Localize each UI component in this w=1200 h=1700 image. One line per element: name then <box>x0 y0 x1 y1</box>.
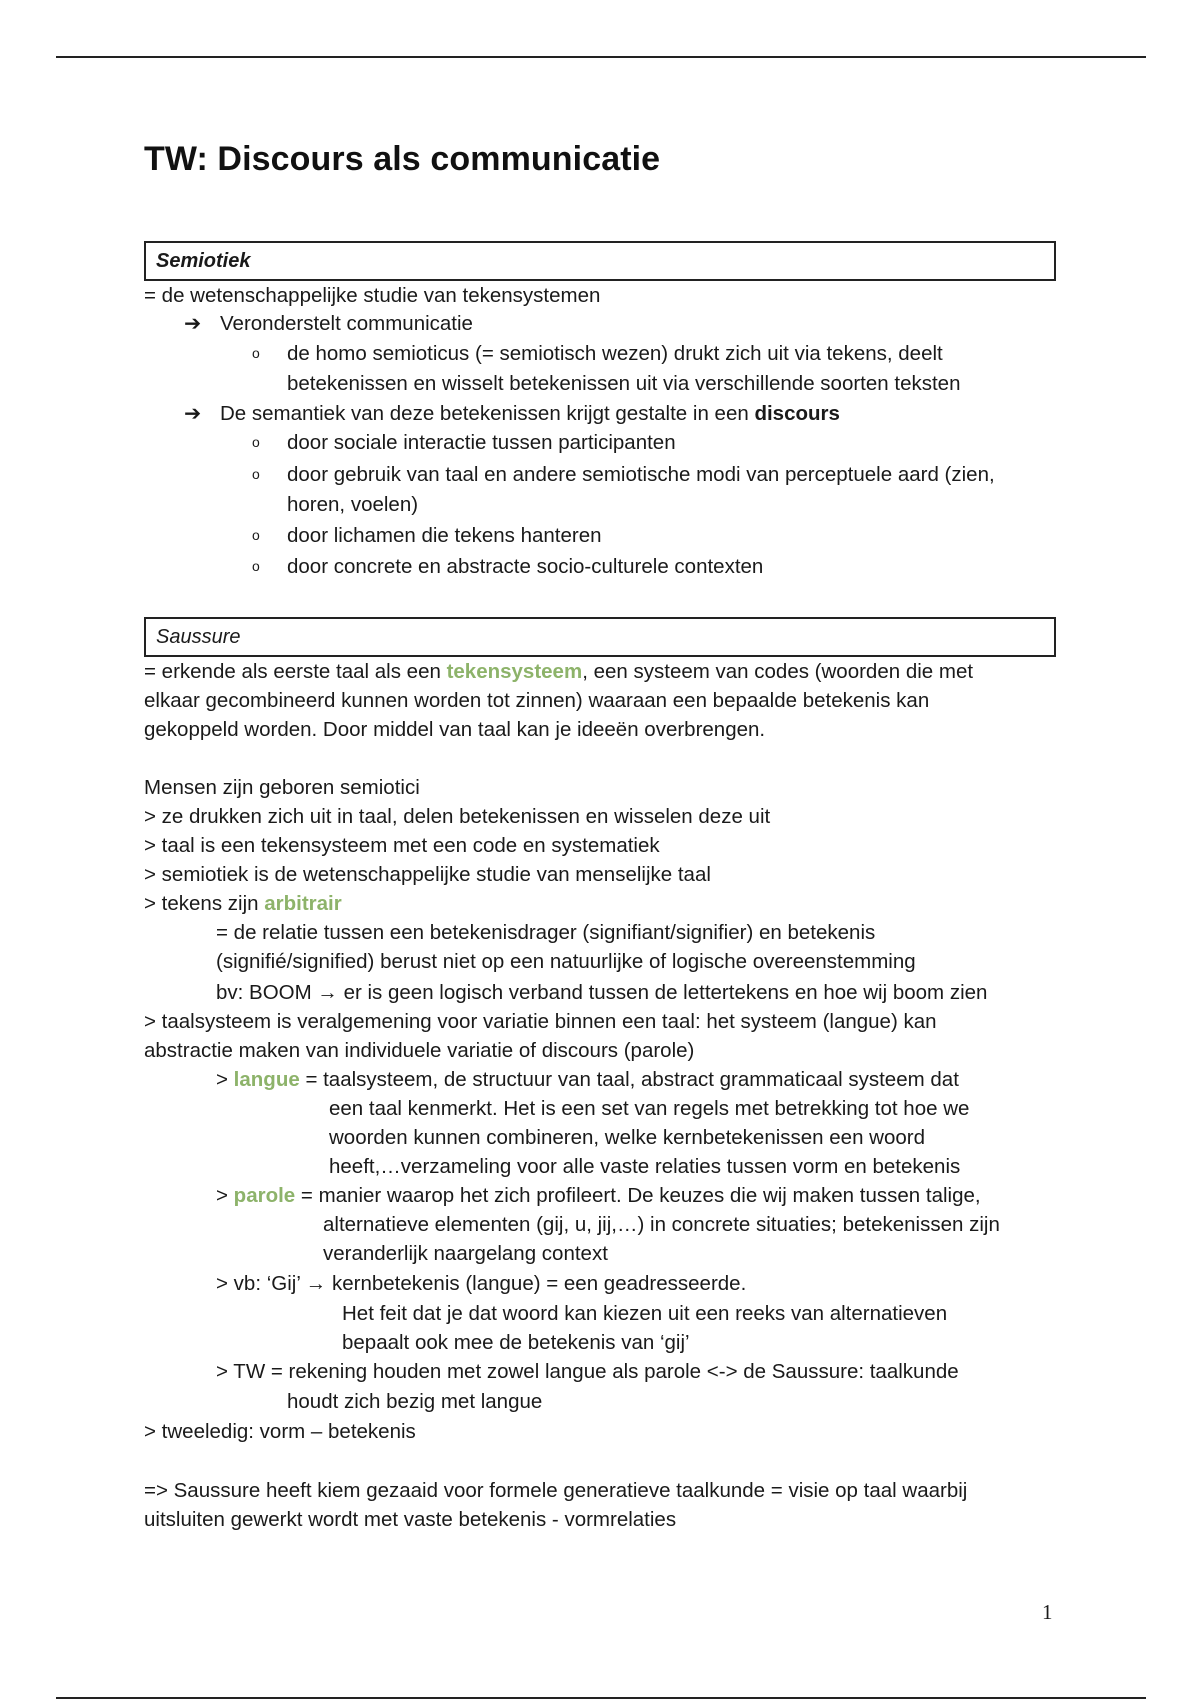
paragraph-line: bv: BOOM → er is geen logisch verband tussen de lettertekens en hoe wij boom zien <box>216 981 988 1004</box>
list-item: o door sociale interactie tussen participanten <box>252 429 676 458</box>
paragraph-line: > taalsysteem is veralgemening voor variatie binnen een taal: het systeem (langue) kan <box>144 1010 937 1033</box>
circle-bullet-icon: o <box>252 527 260 543</box>
page-number: 1 <box>1042 1600 1053 1624</box>
semiotiek-definition: = de wetenschappelijke studie van tekensystemen <box>144 284 601 307</box>
paragraph-line: (signifié/signified) berust niet op een natuurlijke of logische overeenstemming <box>216 950 916 973</box>
highlight-term: langue <box>233 1068 300 1091</box>
arrow-right-icon: ➔ <box>184 312 202 335</box>
paragraph-line: een taal kenmerkt. Het is een set van regels met betrekking tot hoe we <box>329 1097 970 1120</box>
highlight-term: tekensysteem <box>446 660 583 683</box>
paragraph-line: > semiotiek is de wetenschappelijke studie van menselijke taal <box>144 863 711 886</box>
paragraph-line: > langue = taalsysteem, de structuur van taal, abstract grammaticaal systeem dat <box>216 1068 959 1091</box>
paragraph-line: > vb: ‘Gij’ → kernbetekenis (langue) = een geadresseerde. <box>216 1272 747 1295</box>
paragraph-line: houdt zich bezig met langue <box>287 1390 543 1413</box>
paragraph-line: > taal is een tekensysteem met een code en systematiek <box>144 834 660 857</box>
paragraph-line: abstractie maken van individuele variatie of discours (parole) <box>144 1039 695 1062</box>
list-item: o de homo semioticus (= semiotisch wezen) drukt zich uit via tekens, deelt <box>252 340 943 369</box>
paragraph-line: gekoppeld worden. Door middel van taal kan je ideeën overbrengen. <box>144 718 766 741</box>
paragraph-line: heeft,…verzameling voor alle vaste relaties tussen vorm en betekenis <box>329 1155 961 1178</box>
arrow-item: ➔ Veronderstelt communicatie <box>184 310 473 338</box>
circle-bullet-icon: o <box>252 558 260 574</box>
arrow-right-icon: ➔ <box>184 402 202 425</box>
paragraph-line: veranderlijk naargelang context <box>323 1242 608 1265</box>
paragraph-line: alternatieve elementen (gij, u, jij,…) in concrete situaties; betekenissen zijn <box>323 1213 1000 1236</box>
list-item-continuation: horen, voelen) <box>287 493 419 516</box>
bottom-rule <box>56 1697 1146 1699</box>
highlight-term: arbitrair <box>264 892 342 915</box>
paragraph-line: bepaalt ook mee de betekenis van ‘gij’ <box>342 1331 690 1354</box>
list-item: o door gebruik van taal en andere semiotische modi van perceptuele aard (zien, <box>252 461 995 490</box>
circle-bullet-icon: o <box>252 466 260 482</box>
paragraph-line: Het feit dat je dat woord kan kiezen uit een reeks van alternatieven <box>342 1302 948 1325</box>
arrow-item: ➔ De semantiek van deze betekenissen krijgt gestalte in een discours <box>184 400 840 428</box>
paragraph-line: uitsluiten gewerkt wordt met vaste betekenis - vormrelaties <box>144 1508 677 1531</box>
section-heading-semiotiek: Semiotiek <box>144 241 1056 281</box>
paragraph-line: > tweeledig: vorm – betekenis <box>144 1420 416 1443</box>
list-item: o door concrete en abstracte socio-culturele contexten <box>252 553 763 582</box>
list-item-continuation: betekenissen en wisselt betekenissen uit via verschillende soorten teksten <box>287 372 961 395</box>
paragraph-line: > ze drukken zich uit in taal, delen betekenissen en wisselen deze uit <box>144 805 771 828</box>
circle-bullet-icon: o <box>252 434 260 450</box>
top-rule <box>56 56 1146 58</box>
list-item: o door lichamen die tekens hanteren <box>252 522 602 551</box>
highlight-term: parole <box>233 1184 296 1207</box>
paragraph-line: > parole = manier waarop het zich profileert. De keuzes die wij maken tussen talige, <box>216 1184 981 1207</box>
paragraph-line: => Saussure heeft kiem gezaaid voor formele generatieve taalkunde = visie op taal waarbij <box>144 1479 968 1502</box>
paragraph-line: = de relatie tussen een betekenisdrager (signifiant/signifier) en betekenis <box>216 921 876 944</box>
paragraph-line: > tekens zijn arbitrair <box>144 892 342 915</box>
paragraph-line: = erkende als eerste taal als een tekensysteem, een systeem van codes (woorden die met <box>144 660 974 683</box>
paragraph-line: Mensen zijn geboren semiotici <box>144 776 420 799</box>
paragraph-line: woorden kunnen combineren, welke kernbetekenissen een woord <box>329 1126 926 1149</box>
section-heading-saussure: Saussure <box>144 617 1056 657</box>
circle-bullet-icon: o <box>252 345 260 361</box>
paragraph-line: elkaar gecombineerd kunnen worden tot zinnen) waaraan een bepaalde betekenis kan <box>144 689 930 712</box>
paragraph-line: > TW = rekening houden met zowel langue als parole <-> de Saussure: taalkunde <box>216 1360 959 1383</box>
page-title: TW: Discours als communicatie <box>144 140 661 178</box>
